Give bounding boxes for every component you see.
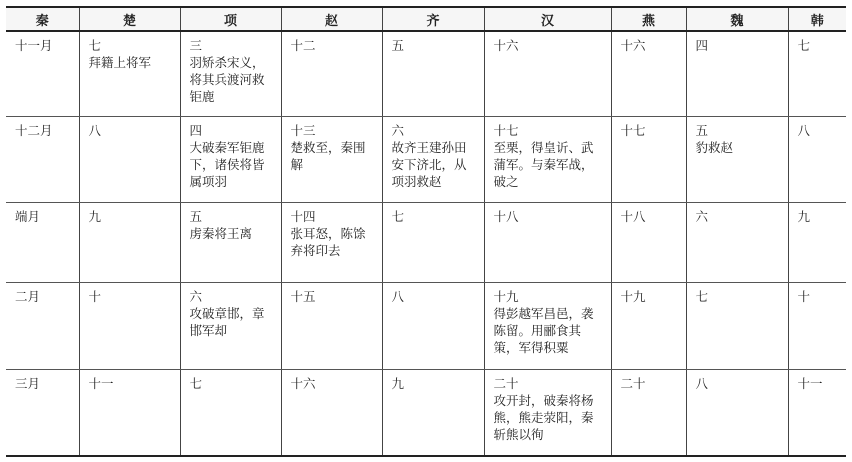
table-cell [6,282,79,369]
table-cell [788,282,846,369]
table-cell [611,116,686,202]
table-cell [79,116,180,202]
table-cell [6,31,79,116]
cell-number: 八 [391,288,405,304]
table-cell [788,116,846,202]
cell-number: 十 [797,288,811,304]
cell-note: 大破秦军钜鹿下，诸侯将皆属项羽 [189,139,265,189]
cell-number: 三 [189,38,203,53]
table-cell [484,282,611,369]
table-cell [281,282,382,369]
cell-number: 十六 [620,38,646,53]
cell-number: 十八 [493,209,519,225]
table-cell [484,31,611,116]
cell-number: 七 [695,288,709,304]
header-hann: 韩 [788,7,846,31]
table-row [6,370,846,456]
cell-note: 羽矫杀宋义，将其兵渡河救钜鹿 [189,55,265,104]
cell-number: 十六 [493,38,519,53]
table-cell [281,370,382,456]
cell-note: 故齐王建孙田安下济北，从项羽救赵 [391,139,467,189]
header-row [6,7,846,31]
table-cell [281,116,382,202]
table-cell [180,203,281,282]
cell-number: 二十 [493,376,519,392]
cell-number: 五 [391,38,405,53]
cell-note: 楚救至，秦围解 [290,139,366,172]
table-cell [788,31,846,116]
cell-number: 四 [189,122,203,138]
header-qin: 秦 [6,7,79,31]
table-cell [788,203,846,282]
table-cell [611,31,686,116]
cell-number: 六 [391,122,405,138]
table-cell [611,282,686,369]
table-cell [382,282,484,369]
cell-number: 八 [797,122,811,138]
table-cell [686,282,788,369]
cell-note: 得彭越军昌邑，袭陈留。用郦食其策，军得积粟 [493,305,594,355]
table-cell [788,370,846,456]
header-han: 汉 [484,7,611,31]
cell-number: 七 [797,38,811,53]
table-cell [686,370,788,456]
cell-number: 七 [189,376,203,392]
cell-number: 十六 [290,376,316,392]
cell-number: 二十 [620,376,646,392]
table-cell [382,370,484,456]
cell-number: 十二月 [15,122,53,138]
cell-number: 五 [189,209,203,225]
cell-number: 七 [88,38,102,53]
table-cell [382,116,484,202]
cell-note: 攻破章邯，章邯军却 [189,305,265,338]
cell-number: 七 [391,209,405,225]
table-cell [686,203,788,282]
header-wei: 魏 [686,7,788,31]
table-row [6,282,846,369]
table-cell [686,31,788,116]
cell-number: 十二 [290,38,316,53]
table-cell [79,370,180,456]
table-cell [180,116,281,202]
table-cell [484,116,611,202]
cell-number: 十九 [493,288,519,304]
chronology-table-container [6,6,846,457]
cell-note: 虏秦将王离 [189,226,253,242]
table-cell [484,370,611,456]
cell-number: 十八 [620,209,646,225]
cell-number: 六 [189,288,203,304]
cell-number: 十四 [290,209,316,225]
chronology-table [6,6,846,457]
table-cell [79,31,180,116]
table-cell [611,370,686,456]
cell-number: 三月 [15,376,41,392]
header-yan: 燕 [611,7,686,31]
cell-number: 十一 [797,376,823,392]
table-cell [382,203,484,282]
cell-number: 二月 [15,288,41,304]
cell-number: 九 [797,209,811,225]
header-xiang: 项 [180,7,281,31]
table-cell [180,31,281,116]
table-cell [281,203,382,282]
table-cell [484,203,611,282]
cell-number: 八 [88,122,102,138]
header-chu: 楚 [79,7,180,31]
cell-number: 十一 [88,376,114,392]
cell-number: 九 [391,376,405,392]
table-cell [611,203,686,282]
cell-number: 四 [695,38,709,53]
table-cell [382,31,484,116]
table-cell [180,370,281,456]
cell-number: 十九 [620,288,646,304]
cell-number: 十一月 [15,38,53,53]
table-row [6,116,846,202]
cell-number: 十三 [290,122,316,138]
table-cell [79,203,180,282]
cell-number: 十五 [290,288,316,304]
cell-number: 九 [88,209,102,225]
cell-note: 攻开封，破秦将杨熊，熊走荥阳，秦斩熊以徇 [493,393,594,443]
cell-number: 六 [695,209,709,225]
cell-number: 端月 [15,209,41,225]
table-cell [6,370,79,456]
cell-note: 至栗，得皇䜣、武蒲军。与秦军战，破之 [493,139,594,189]
cell-number: 十 [88,288,102,304]
cell-note: 豹救赵 [695,139,734,155]
table-row [6,203,846,282]
table-cell [6,203,79,282]
cell-number: 五 [695,122,709,138]
table-cell [79,282,180,369]
cell-note: 拜籍上将军 [88,55,152,70]
cell-number: 十七 [493,122,519,138]
cell-note: 张耳怒，陈馀弃将印去 [290,226,366,259]
table-cell [6,116,79,202]
table-row [6,31,846,116]
cell-number: 八 [695,376,709,392]
table-cell [281,31,382,116]
cell-number: 十七 [620,122,646,138]
table-cell [686,116,788,202]
header-qi: 齐 [382,7,484,31]
header-zhao: 赵 [281,7,382,31]
table-cell [180,282,281,369]
